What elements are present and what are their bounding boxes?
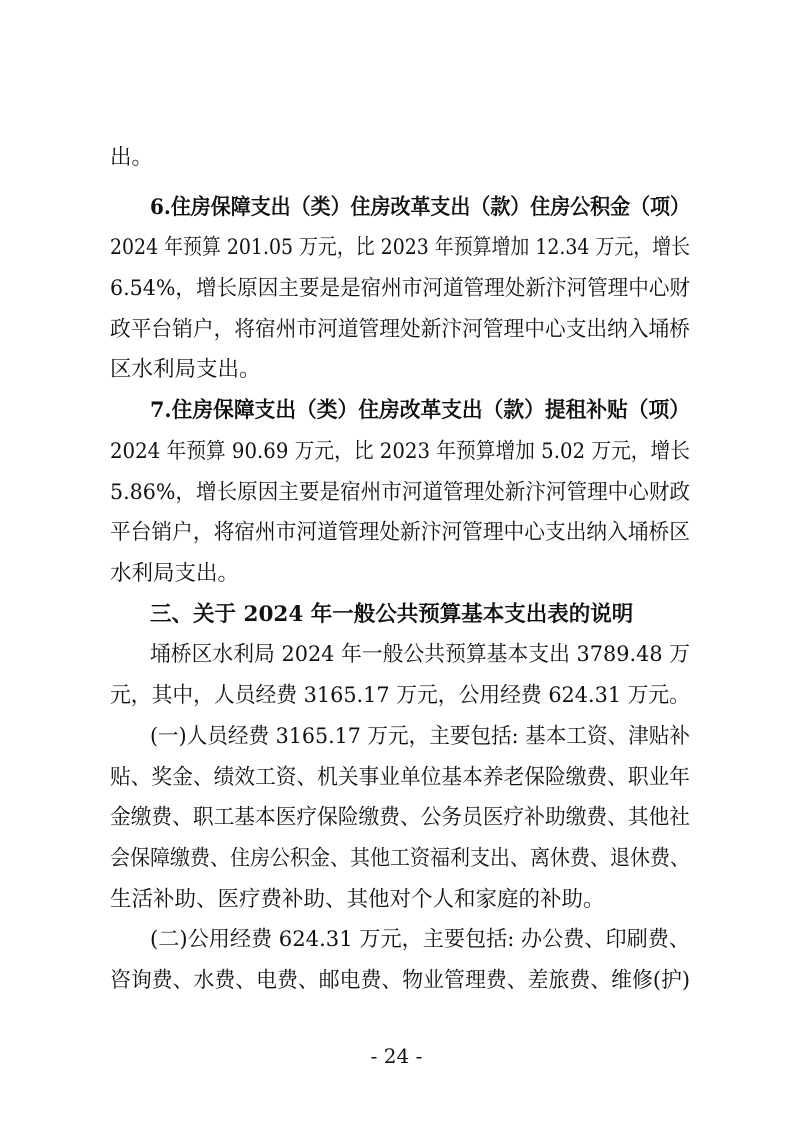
section-heading: 三、关于 2024 年一般公共预算基本支出表的说明 — [150, 602, 634, 627]
text-line: 埇桥区水利局 2024 年一般公共预算基本支出 3789.48 万 — [150, 642, 691, 667]
text-line: 贴、奖金、绩效工资、机关事业单位基本养老保险缴费、职业年 — [110, 765, 690, 790]
text-line: (一)人员经费 3165.17 万元，主要包括: 基本工资、津贴补 — [150, 724, 690, 749]
text-line: 区水利局支出。 — [110, 357, 261, 382]
text-line: 平台销户，将宿州市河道管理处新汴河管理中心支出纳入埇桥区 — [110, 520, 690, 545]
text-line: (二)公用经费 624.31 万元，主要包括: 办公费、印刷费、 — [150, 927, 690, 952]
page-number: - 24 - — [370, 1044, 423, 1068]
text-line: 2024 年预算 201.05 万元，比 2023 年预算增加 12.34 万元，增长 — [110, 235, 691, 260]
text-line: 2024 年预算 90.69 万元，比 2023 年预算增加 5.02 万元，增长 — [110, 439, 690, 464]
text-line: 政平台销户，将宿州市河道管理处新汴河管理中心支出纳入埇桥 — [110, 317, 690, 342]
text-line: 生活补助、医疗费补助、其他对个人和家庭的补助。 — [110, 887, 605, 912]
text-line: 出。 — [110, 145, 154, 170]
section-heading: 7.住房保障支出（类）住房改革支出（款）提租补贴（项） — [150, 398, 691, 423]
text-line: 5.86%，增长原因主要是宿州市河道管理处新汴河管理中心财政 — [110, 480, 691, 505]
text-line: 水利局支出。 — [110, 561, 240, 586]
text-line: 会保障缴费、住房公积金、其他工资福利支出、离休费、退休费、 — [110, 846, 690, 871]
text-line: 元，其中，人员经费 3165.17 万元，公用经费 624.31 万元。 — [110, 683, 691, 708]
text-line: 6.54%，增长原因主要是是宿州市河道管理处新汴河管理中心财 — [110, 276, 691, 301]
text-line: 金缴费、职工基本医疗保险缴费、公务员医疗补助缴费、其他社 — [110, 805, 690, 830]
section-heading: 6.住房保障支出（类）住房改革支出（款）住房公积金（项） — [150, 195, 690, 220]
text-line: 咨询费、水费、电费、邮电费、物业管理费、差旅费、维修(护) — [110, 968, 691, 993]
